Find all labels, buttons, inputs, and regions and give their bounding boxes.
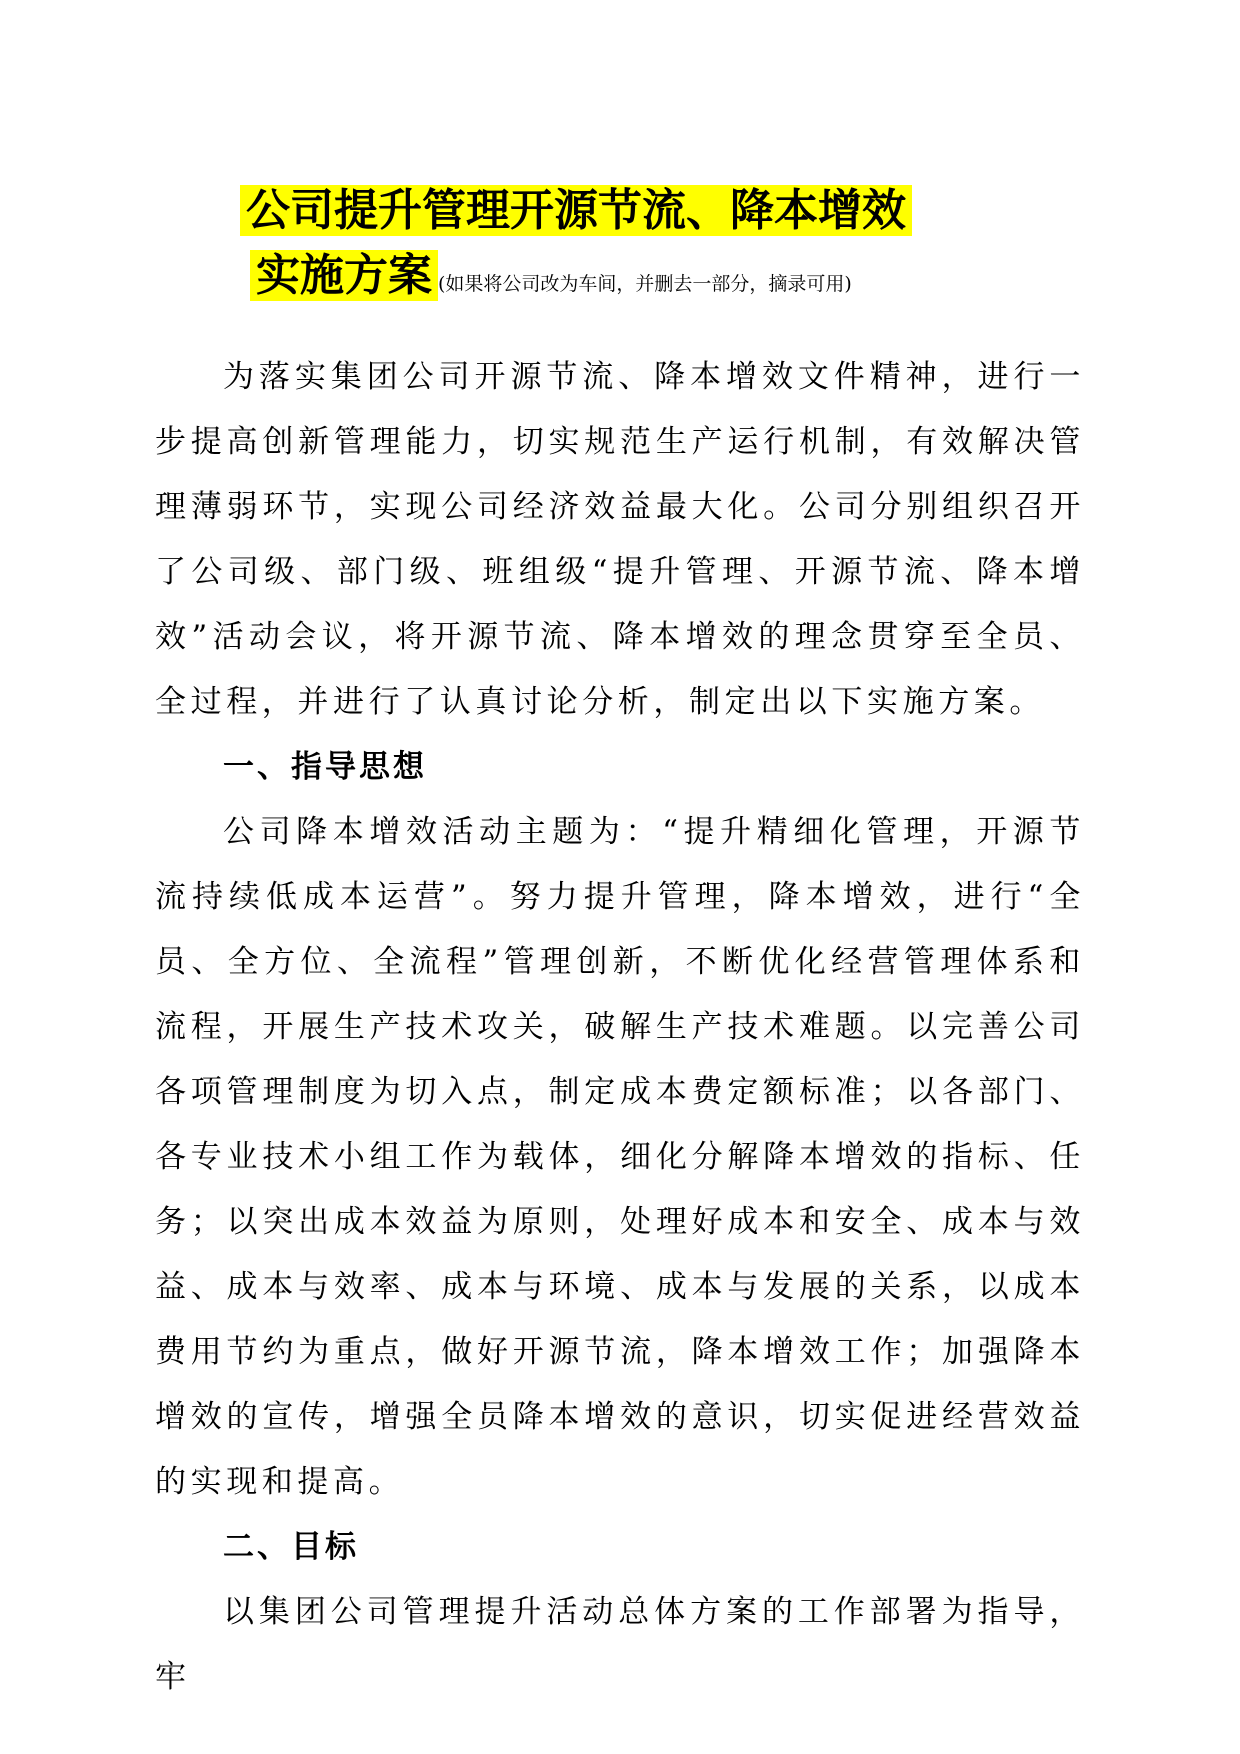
section-heading-guiding-ideology: 一、指导思想 (223, 749, 427, 785)
document-title-line-2 (250, 245, 852, 315)
title-highlight-1: 公司提升管理开源节流、降本增效 (240, 185, 912, 236)
document-title-line-1 (240, 180, 912, 242)
section-heading-goals: 二、目标 (223, 1529, 359, 1565)
goals-paragraph: 以集团公司管理提升活动总体方案的工作部署为指导，牢 (155, 1594, 1085, 1695)
intro-paragraph: 为落实集团公司开源节流、降本增效文件精神，进行一步提高创新管理能力，切实规范生产运行机制，有效解决管理薄弱环节，实现公司经济效益最大化。公司分别组织召开了公司级、部门级、班组级“提升管理、开源节流、降本增效”活动会议，将开源节流、降本增效的理念贯穿至全员、全过程，并进行了认真讨论分析，制定出以下实施方案。 (155, 359, 1085, 720)
document-body (155, 345, 1085, 1710)
title-highlight-2: 实施方案 (250, 250, 438, 301)
title-note: (如果将公司改为车间，并删去一部分，摘录可用) (438, 273, 852, 295)
guiding-ideology-paragraph: 公司降本增效活动主题为：“提升精细化管理，开源节流持续低成本运营”。努力提升管理，降本增效，进行“全员、全方位、全流程”管理创新，不断优化经营管理体系和流程，开展生产技术攻关，破解生产技术难题。以完善公司各项管理制度为切入点，制定成本费定额标准；以各部门、各专业技术小组工作为载体，细化分解降本增效的指标、任务；以突出成本效益为原则，处理好成本和安全、成本与效益、成本与效率、成本与环境、成本与发展的关系，以成本费用节约为重点，做好开源节流，降本增效工作；加强降本增效的宣传，增强全员降本增效的意识，切实促进经营效益的实现和提高。 (155, 814, 1085, 1500)
